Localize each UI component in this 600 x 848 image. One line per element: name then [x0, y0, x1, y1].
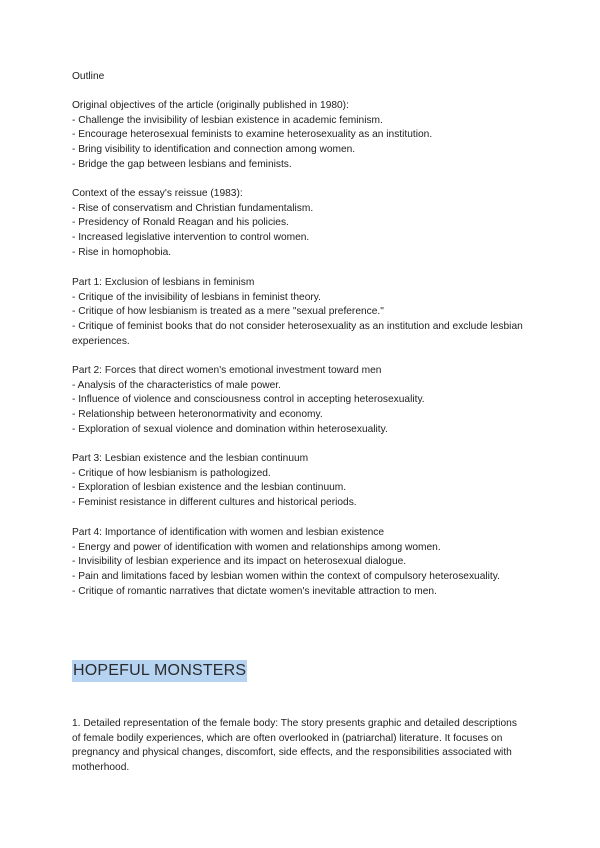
- section-objectives: [72, 99, 532, 173]
- list-item: - Bring visibility to identification and connection among women.: [72, 144, 356, 156]
- list-item: - Feminist resistance in different cultures and historical periods.: [72, 497, 357, 509]
- section-title: Part 3: Lesbian existence and the lesbian continuum: [72, 453, 309, 464]
- list-item: - Rise in homophobia.: [72, 246, 172, 258]
- section-part-2: [72, 364, 532, 438]
- list-item: - Exploration of lesbian existence and the lesbian continuum.: [72, 482, 347, 494]
- list-item: - Rise of conservatism and Christian fundamentalism.: [72, 202, 314, 214]
- section-part-1: [72, 276, 532, 350]
- list-item: - Analysis of the characteristics of male power.: [72, 379, 281, 391]
- list-item: - Critique of feminist books that do not consider heterosexuality as an institution and exclude lesbian experiences.: [72, 321, 523, 347]
- list-item: - Presidency of Ronald Reagan and his policies.: [72, 217, 289, 229]
- list-item: - Bridge the gap between lesbians and feminists.: [72, 158, 292, 170]
- section-title: Original objectives of the article (originally published in 1980):: [72, 100, 349, 111]
- list-item: - Influence of violence and consciousness control in accepting heterosexuality.: [72, 394, 425, 406]
- list-item: - Energy and power of identification with women and relationships among women.: [72, 541, 441, 553]
- highlighted-heading: HOPEFUL MONSTERS: [72, 660, 247, 682]
- list-item: - Pain and limitations faced by lesbian women within the context of compulsory heterosexuality.: [72, 571, 500, 583]
- section-context: [72, 187, 532, 261]
- list-item: - Encourage heterosexual feminists to examine heterosexuality as an institution.: [72, 129, 433, 141]
- list-item: - Critique of the invisibility of lesbians in feminist theory.: [72, 291, 321, 303]
- paragraph-text: 1. Detailed representation of the female body: The story presents graphic and detailed descriptions of female bodily experiences, which are often overlooked in (patriarchal) literature. It focuses on pregnancy and physical changes, discomfort, side effects, and the responsibilities associated with motherhood.: [72, 718, 517, 774]
- outline-title-text: Outline: [72, 71, 105, 82]
- list-item: - Exploration of sexual violence and domination within heterosexuality.: [72, 423, 388, 435]
- outline-title: [72, 70, 532, 85]
- section-title: Part 1: Exclusion of lesbians in feminism: [72, 277, 255, 288]
- section-title: Part 2: Forces that direct women's emotional investment toward men: [72, 365, 382, 376]
- list-item: - Challenge the invisibility of lesbian existence in academic feminism.: [72, 114, 383, 126]
- body-paragraph: [72, 717, 527, 776]
- section-title: Context of the essay's reissue (1983):: [72, 188, 243, 199]
- list-item: - Relationship between heteronormativity and economy.: [72, 409, 323, 421]
- list-item: - Invisibility of lesbian experience and its impact on heterosexual dialogue.: [72, 556, 407, 568]
- list-item: - Critique of how lesbianism is pathologized.: [72, 467, 271, 479]
- section-part-4: [72, 526, 532, 600]
- list-item: - Increased legislative intervention to control women.: [72, 232, 310, 244]
- section-title: Part 4: Importance of identification with women and lesbian existence: [72, 527, 385, 538]
- section-part-3: [72, 452, 532, 511]
- list-item: - Critique of how lesbianism is treated as a mere "sexual preference.": [72, 306, 384, 318]
- list-item: - Critique of romantic narratives that dictate women's inevitable attraction to men.: [72, 585, 437, 597]
